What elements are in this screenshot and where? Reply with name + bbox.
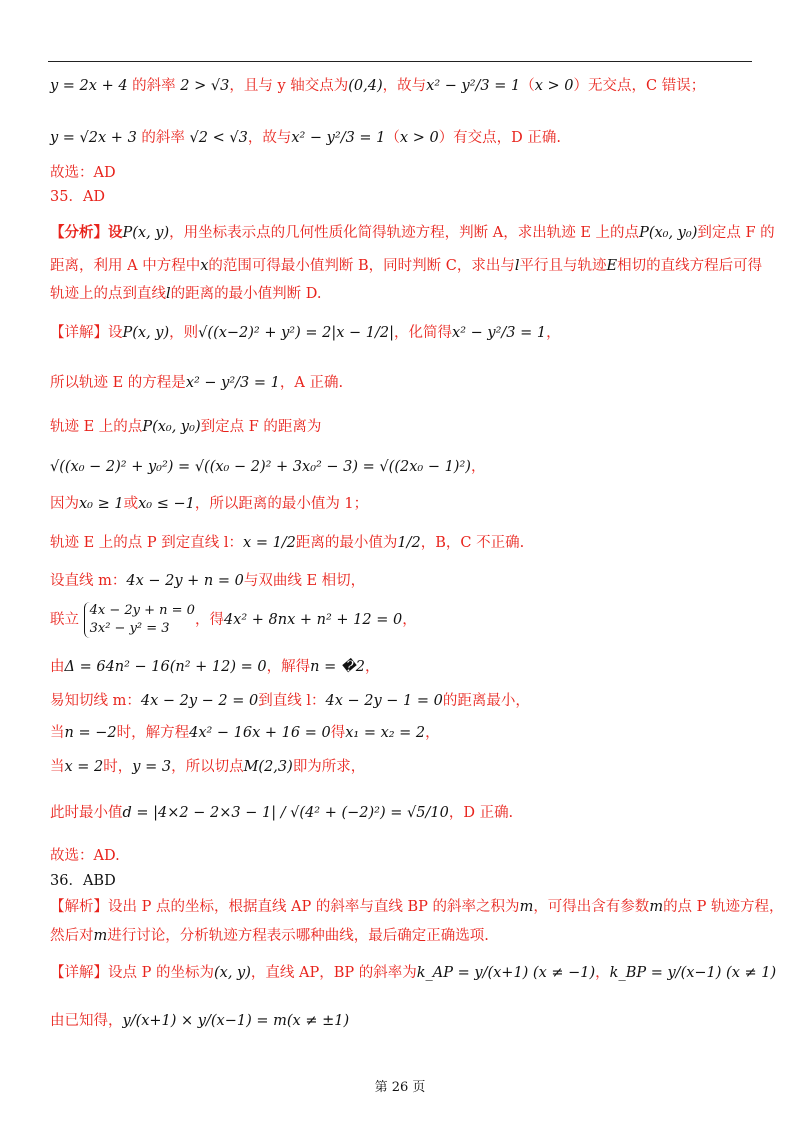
answer-line: 故选：AD	[50, 165, 116, 181]
detail-line: 由Δ = 64n² − 16(n² + 12) = 0，解得n = �2，	[50, 659, 380, 675]
analysis-line: 轨迹上的点到直线l的距离的最小值判断 D.	[50, 286, 322, 302]
text-line: y = √2x + 3 的斜率 √2 < √3，故与x² − y²/3 = 1（x > 0）有交点，D 正确.	[50, 130, 562, 146]
detail-line: 联立 4x − 2y + n = 0 3x² − y² = 3 ，得4x² + 8nx + n² + 12 = 0，	[50, 603, 417, 636]
analysis-line: 【解析】设出 P 点的坐标，根据直线 AP 的斜率与直线 BP 的斜率之积为m，可得出含有参数m的点 P 轨迹方程，	[50, 899, 784, 915]
detail-line: 设直线 m：4x − 2y + n = 0与双曲线 E 相切，	[50, 573, 366, 589]
analysis-line: 然后对m进行讨论，分析轨迹方程表示哪种曲线，最后确定正确选项.	[50, 928, 489, 944]
detail-line: √((x₀ − 2)² + y₀²) = √((x₀ − 2)² + 3x₀² − 3) = √((2x₀ − 1)²)，	[50, 459, 486, 475]
detail-line: 【详解】设P(x, y)，则√((x−2)² + y²) = 2|x − 1/2|，化简得x² − y²/3 = 1，	[50, 325, 561, 341]
detail-line: 【详解】设点 P 的坐标为(x, y)，直线 AP，BP 的斜率为k_AP = y/(x+1) (x ≠ −1)，k_BP = y/(x−1) (x ≠ 1)	[50, 965, 777, 981]
page-number: 第 26 页	[374, 1080, 426, 1095]
detail-line: 轨迹 E 上的点P(x₀, y₀)到定点 F 的距离为	[50, 419, 322, 435]
answer-line: 故选：AD.	[50, 848, 120, 864]
detail-line: 所以轨迹 E 的方程是x² − y²/3 = 1，A 正确.	[50, 375, 344, 391]
detail-line: 当x = 2时，y = 3，所以切点M(2,3)即为所求，	[50, 759, 366, 775]
equation-system: 4x − 2y + n = 0 3x² − y² = 3	[84, 602, 195, 638]
detail-line: 轨迹 E 上的点 P 到定直线 l：x = 1/2距离的最小值为1/2，B，C 不正确.	[50, 535, 525, 551]
detail-line: 易知切线 m：4x − 2y − 2 = 0到直线 l：4x − 2y − 1 = 0的距离最小，	[50, 693, 530, 709]
text-line: y = 2x + 4 的斜率 2 > √3，且与 y 轴交点为(0,4)，故与x² − y²/3 = 1（x > 0）无交点，C 错误；	[50, 78, 706, 94]
detail-line: 当n = −2时，解方程4x² − 16x + 16 = 0得x₁ = x₂ = 2，	[50, 725, 440, 741]
analysis-line: 距离，利用 A 中方程中x的范围可得最小值判断 B，同时判断 C，求出与l平行且与轨迹E相切的直线方程后可得	[50, 258, 763, 274]
detail-line: 因为x₀ ≥ 1或x₀ ≤ −1，所以距离的最小值为 1；	[50, 496, 369, 512]
analysis-line: 【分析】设P(x, y)，用坐标表示点的几何性质化简得轨迹方程，判断 A，求出轨迹 E 上的点P(x₀, y₀)到定点 F 的	[50, 224, 775, 241]
detail-line: 此时最小值d = |4×2 − 2×3 − 1| / √(4² + (−2)²) = √5/10，D 正确.	[50, 805, 514, 821]
question-number: 36．ABD	[50, 873, 116, 889]
question-number: 35．AD	[50, 189, 106, 205]
detail-line: 由已知得，y/(x+1) × y/(x−1) = m(x ≠ ±1)	[50, 1013, 350, 1029]
header-rule	[48, 61, 752, 62]
